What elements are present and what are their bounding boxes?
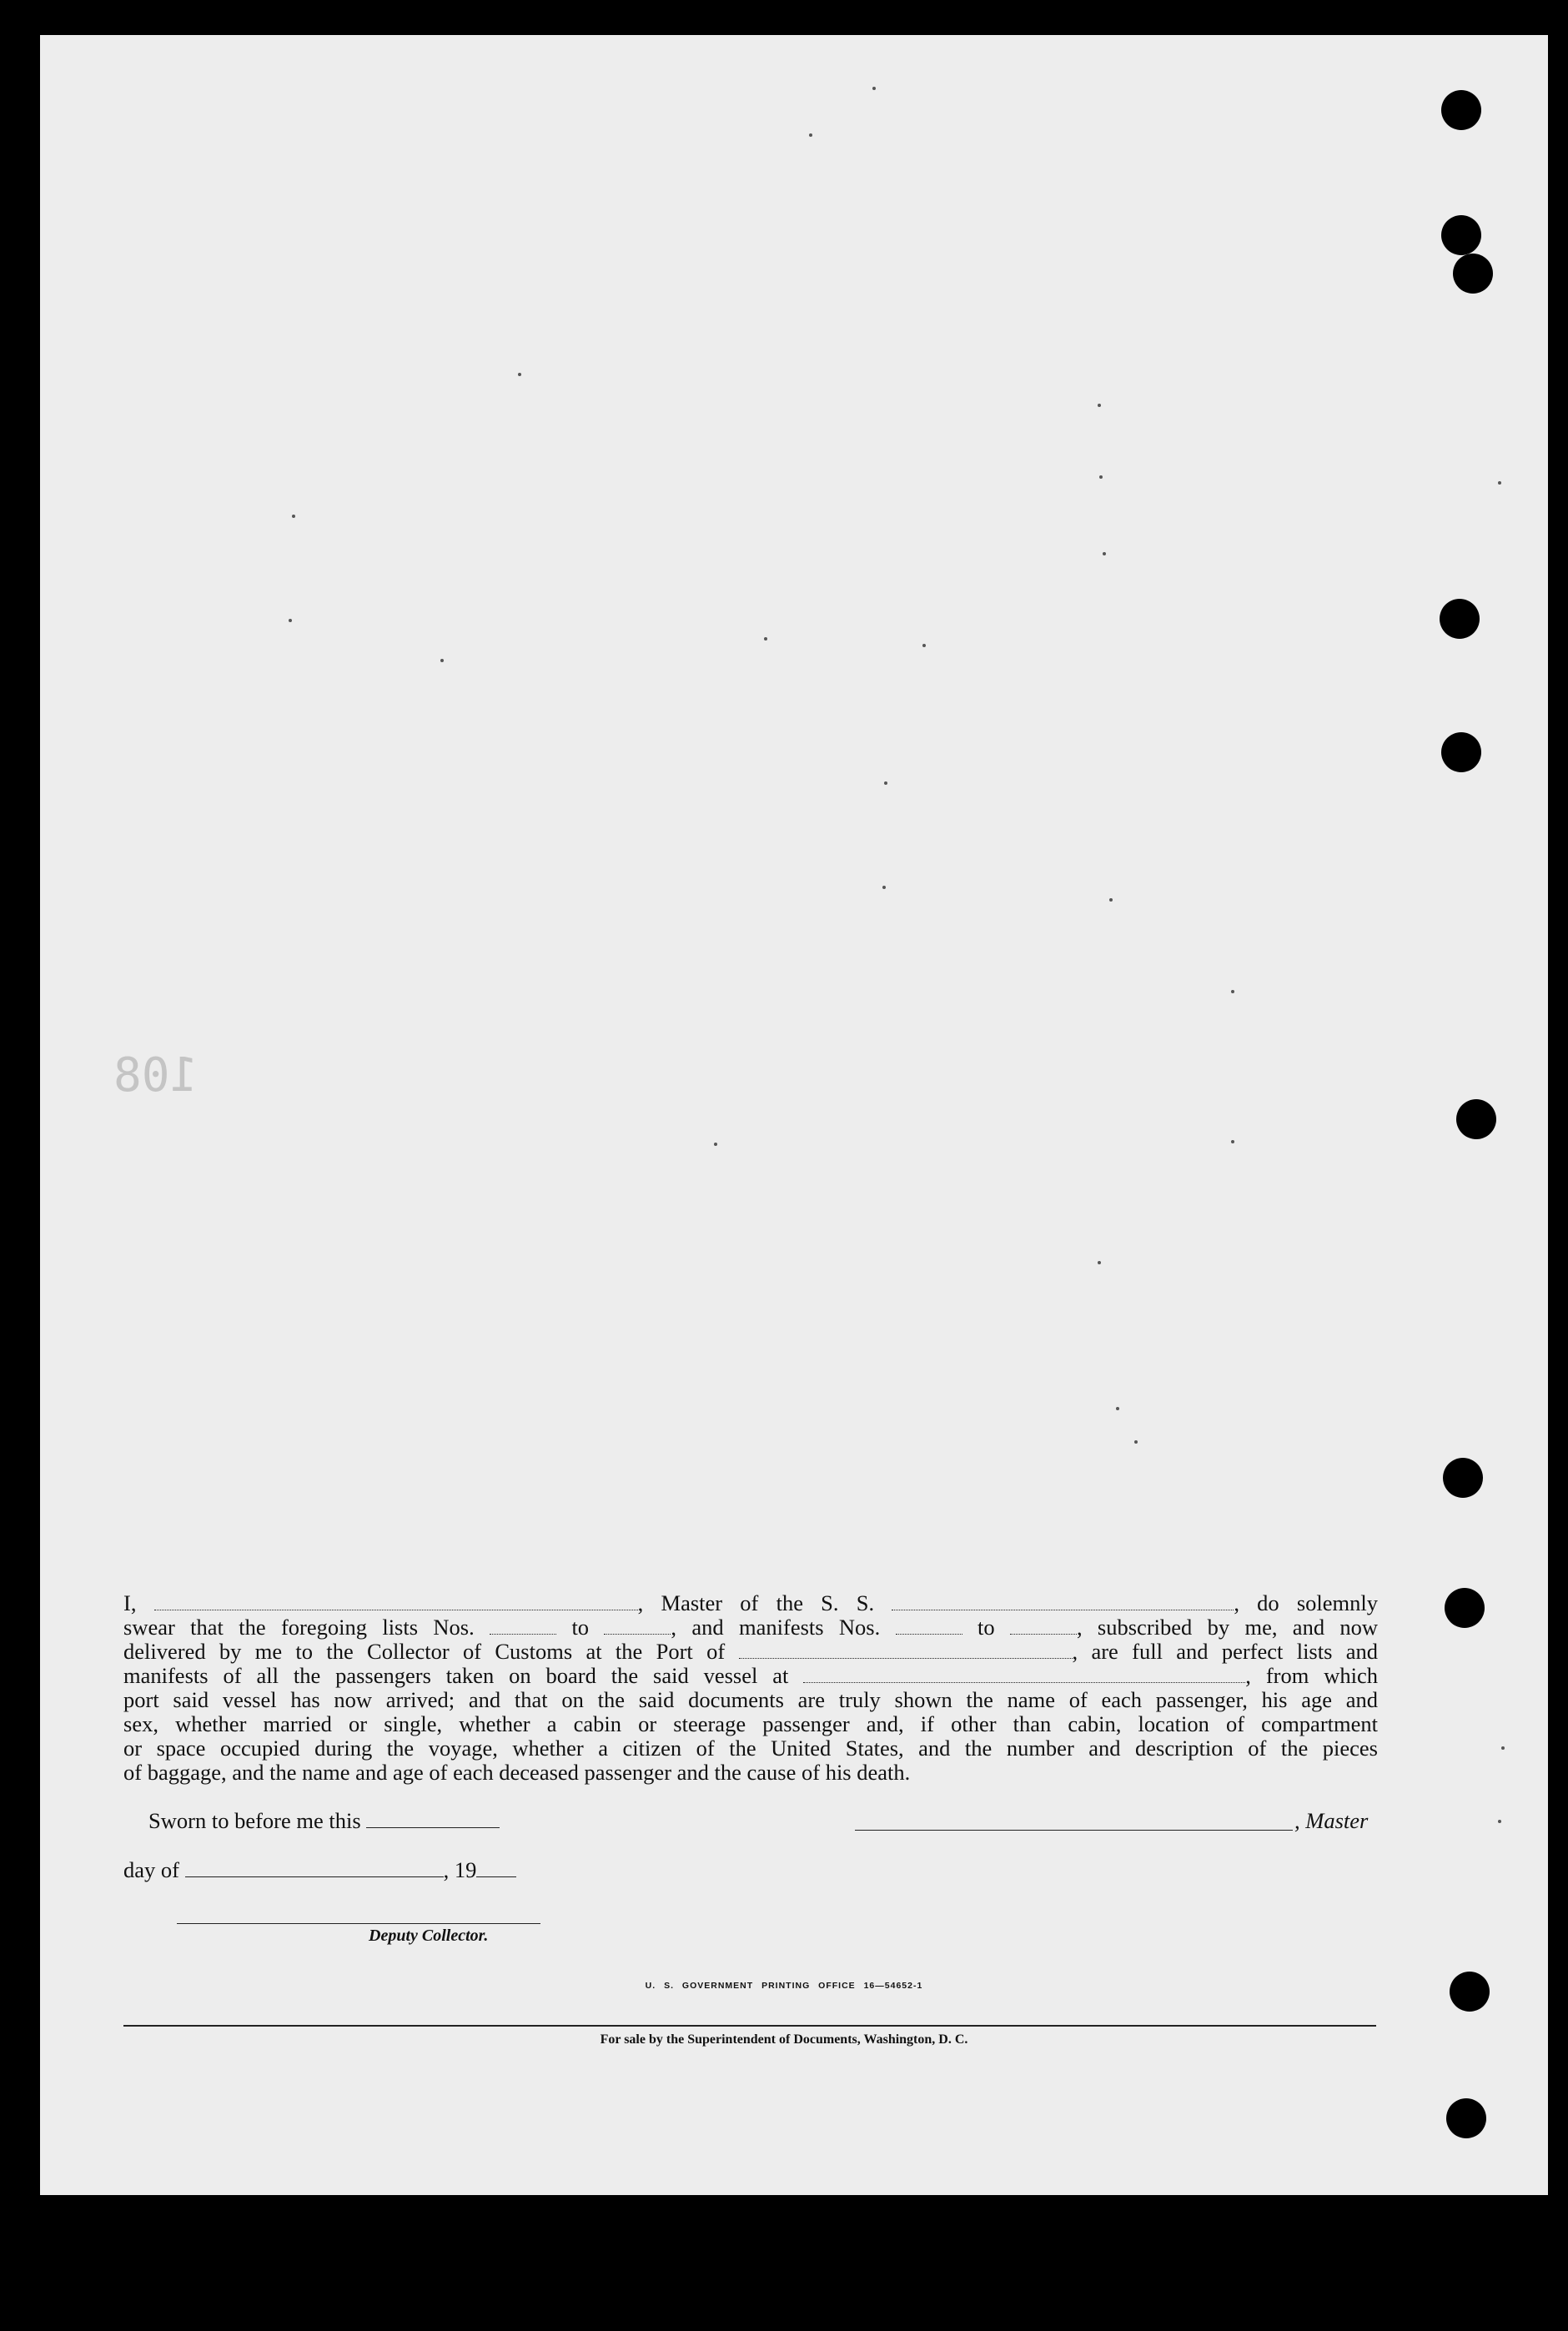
oath-line-1 <box>123 1591 1378 1615</box>
sworn-label: Sworn to before me this <box>148 1808 361 1833</box>
oath-text: , from which <box>1245 1663 1378 1688</box>
master-name-blank[interactable] <box>154 1595 638 1610</box>
paper-speck <box>1498 481 1501 485</box>
oath-line-2 <box>123 1615 1378 1640</box>
oath-text: manifests of all the passengers taken on board the said vessel at <box>123 1663 789 1688</box>
master-label: , Master <box>1294 1808 1369 1833</box>
punch-hole <box>1443 1458 1483 1498</box>
paper-speck <box>1099 475 1103 479</box>
lists-from-blank[interactable] <box>490 1619 556 1635</box>
punch-hole <box>1456 1099 1496 1139</box>
lists-to-blank[interactable] <box>604 1619 671 1635</box>
oath-line-4 <box>123 1664 1378 1688</box>
punch-hole <box>1453 254 1493 294</box>
paper-speck <box>1098 1261 1101 1264</box>
paper-speck <box>809 133 812 137</box>
printing-office-imprint: U. S. GOVERNMENT PRINTING OFFICE 16—54652-1 <box>645 1981 923 1991</box>
paper-speck <box>1116 1407 1119 1410</box>
paper-speck <box>1231 990 1234 993</box>
oath-line-8: of baggage, and the name and age of each deceased passenger and the cause of his death. <box>123 1760 911 1785</box>
punch-hole <box>1441 215 1481 255</box>
oath-line-5: port said vessel has now arrived; and that on the said documents are truly shown the name of each passenger, his age and <box>123 1687 1378 1712</box>
sworn-day-blank[interactable] <box>366 1812 500 1828</box>
oath-text: to <box>571 1615 590 1640</box>
paper-speck <box>884 781 887 785</box>
punch-hole <box>1446 2098 1486 2138</box>
paper-speck <box>872 87 876 90</box>
manifests-from-blank[interactable] <box>896 1619 962 1635</box>
oath-text: to <box>977 1615 995 1640</box>
paper-speck <box>1501 1746 1505 1750</box>
oath-text: , do solemnly <box>1234 1590 1379 1615</box>
deputy-collector-label: Deputy Collector. <box>369 1927 489 1945</box>
oath-line-3 <box>123 1640 1378 1664</box>
punch-hole <box>1450 1972 1490 2012</box>
oath-text: , subscribed by me, and now <box>1076 1615 1379 1640</box>
vessel-name-blank[interactable] <box>892 1595 1234 1610</box>
paper-speck <box>922 644 926 647</box>
paper-speck <box>714 1143 717 1146</box>
paper-speck <box>1134 1440 1138 1444</box>
paper-speck <box>292 515 295 518</box>
ghost-page-number: 108 <box>113 1048 199 1103</box>
oath-text: I, <box>123 1590 137 1615</box>
year-label: , 19 <box>443 1857 477 1882</box>
punch-hole <box>1441 90 1481 130</box>
paper-speck <box>518 373 521 376</box>
day-of-label: day of <box>123 1857 179 1882</box>
punch-hole <box>1441 732 1481 772</box>
sworn-row <box>148 1808 500 1834</box>
punch-hole <box>1440 599 1480 639</box>
paper-speck <box>440 659 444 662</box>
date-row <box>123 1857 516 1883</box>
manifests-to-blank[interactable] <box>1010 1619 1077 1635</box>
year-blank[interactable] <box>476 1861 516 1877</box>
paper-speck <box>764 637 767 641</box>
paper-speck <box>882 886 886 889</box>
paper-speck <box>1109 898 1113 902</box>
port-of-embarkation-blank[interactable] <box>803 1667 1245 1683</box>
paper-speck <box>1498 1820 1501 1823</box>
month-blank[interactable] <box>185 1861 444 1877</box>
oath-text: swear that the foregoing lists Nos. <box>123 1615 475 1640</box>
port-of-arrival-blank[interactable] <box>739 1643 1073 1659</box>
master-signature-line[interactable] <box>855 1830 1293 1831</box>
oath-text: , and manifests Nos. <box>671 1615 881 1640</box>
footer-rule <box>123 2025 1376 2027</box>
punch-hole <box>1445 1588 1485 1628</box>
paper-speck <box>1103 552 1106 555</box>
oath-line-7: or space occupied during the voyage, whether a citizen of the United States, and the number and description of the pieces <box>123 1736 1378 1761</box>
oath-text: delivered by me to the Collector of Customs at the Port of <box>123 1639 726 1664</box>
master-oath-paragraph <box>123 1591 1378 1785</box>
paper-speck <box>289 619 292 622</box>
oath-text: , Master of the S. S. <box>637 1590 875 1615</box>
paper-speck <box>1098 404 1101 407</box>
oath-line-6: sex, whether married or single, whether a cabin or steerage passenger and, if other than cabin, location of compartment <box>123 1711 1378 1736</box>
for-sale-notice: For sale by the Superintendent of Documents, Washington, D. C. <box>600 2032 968 2047</box>
oath-text: , are full and perfect lists and <box>1072 1639 1378 1664</box>
paper-speck <box>1231 1140 1234 1143</box>
deputy-collector-signature-line[interactable] <box>177 1923 540 1924</box>
